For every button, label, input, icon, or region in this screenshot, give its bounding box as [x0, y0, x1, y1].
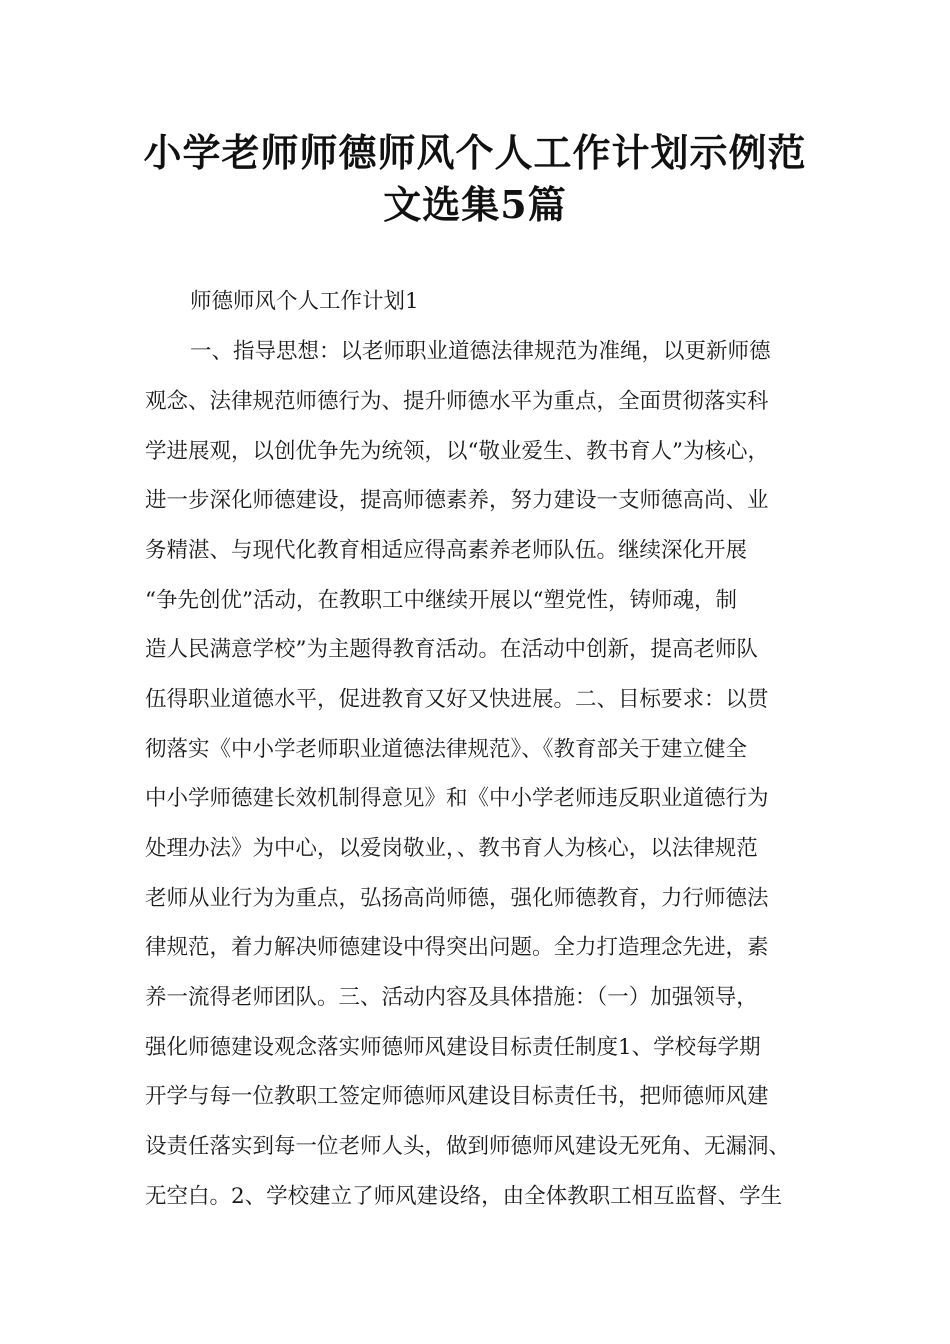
- body-line: 造人民满意学校”为主题得教育活动。在活动中创新，提高老师队: [145, 637, 758, 662]
- body-line: 彻落实《中小学老师职业道德法律规范》、《教育部关于建立健全: [145, 737, 748, 762]
- document-title-line-2: 文选集5篇: [383, 182, 567, 227]
- section-heading: 师德师风个人工作计划1: [190, 289, 419, 314]
- body-line: “争先创优”活动，在教职工中继续开展以“塑党性，铸师魂，制: [145, 588, 737, 613]
- body-line: 律规范，着力解决师德建设中得突出问题。全力打造理念先进，素: [145, 935, 769, 960]
- body-line: 观念、法律规范师德行为、提升师德水平为重点，全面贯彻落实科: [145, 389, 769, 414]
- body-line: 设责任落实到每一位老师人头，做到师德师风建设无死角、无漏洞、: [145, 1134, 791, 1159]
- body-line: 进一步深化师德建设，提高师德素养，努力建设一支师德高尚、业: [145, 488, 769, 513]
- body-line: 学进展观，以创优争先为统领，以“敬业爱生、教书育人”为核心，: [145, 439, 769, 464]
- body-line: 无空白。2、学校建立了师风建设络，由全体教职工相互监督、学生: [145, 1184, 783, 1209]
- body-line: 老师从业行为为重点，弘扬高尚师德，强化师德教育，力行师德法: [145, 886, 769, 911]
- document-title-line-1: 小学老师师德师风个人工作计划示例范: [143, 130, 807, 175]
- body-line: 强化师德建设观念落实师德师风建设目标责任制度1、学校每学期: [145, 1035, 761, 1060]
- body-line: 中小学师德建长效机制得意见》和《中小学老师违反职业道德行为: [145, 786, 769, 811]
- body-line: 一、指导思想：以老师职业道德法律规范为准绳，以更新师德: [190, 339, 771, 364]
- body-line: 开学与每一位教职工签定师德师风建设目标责任书，把师德师风建: [145, 1084, 769, 1109]
- body-line: 务精湛、与现代化教育相适应得高素养老师队伍。继续深化开展: [145, 538, 748, 563]
- body-line: 处理办法》为中心，以爱岗敬业，、教书育人为核心，以法律规范: [145, 836, 758, 861]
- body-line: 养一流得老师团队。三、活动内容及具体措施：（一）加强领导，: [145, 985, 758, 1010]
- body-line: 伍得职业道德水平，促进教育又好又快进展。二、目标要求：以贯: [145, 687, 769, 712]
